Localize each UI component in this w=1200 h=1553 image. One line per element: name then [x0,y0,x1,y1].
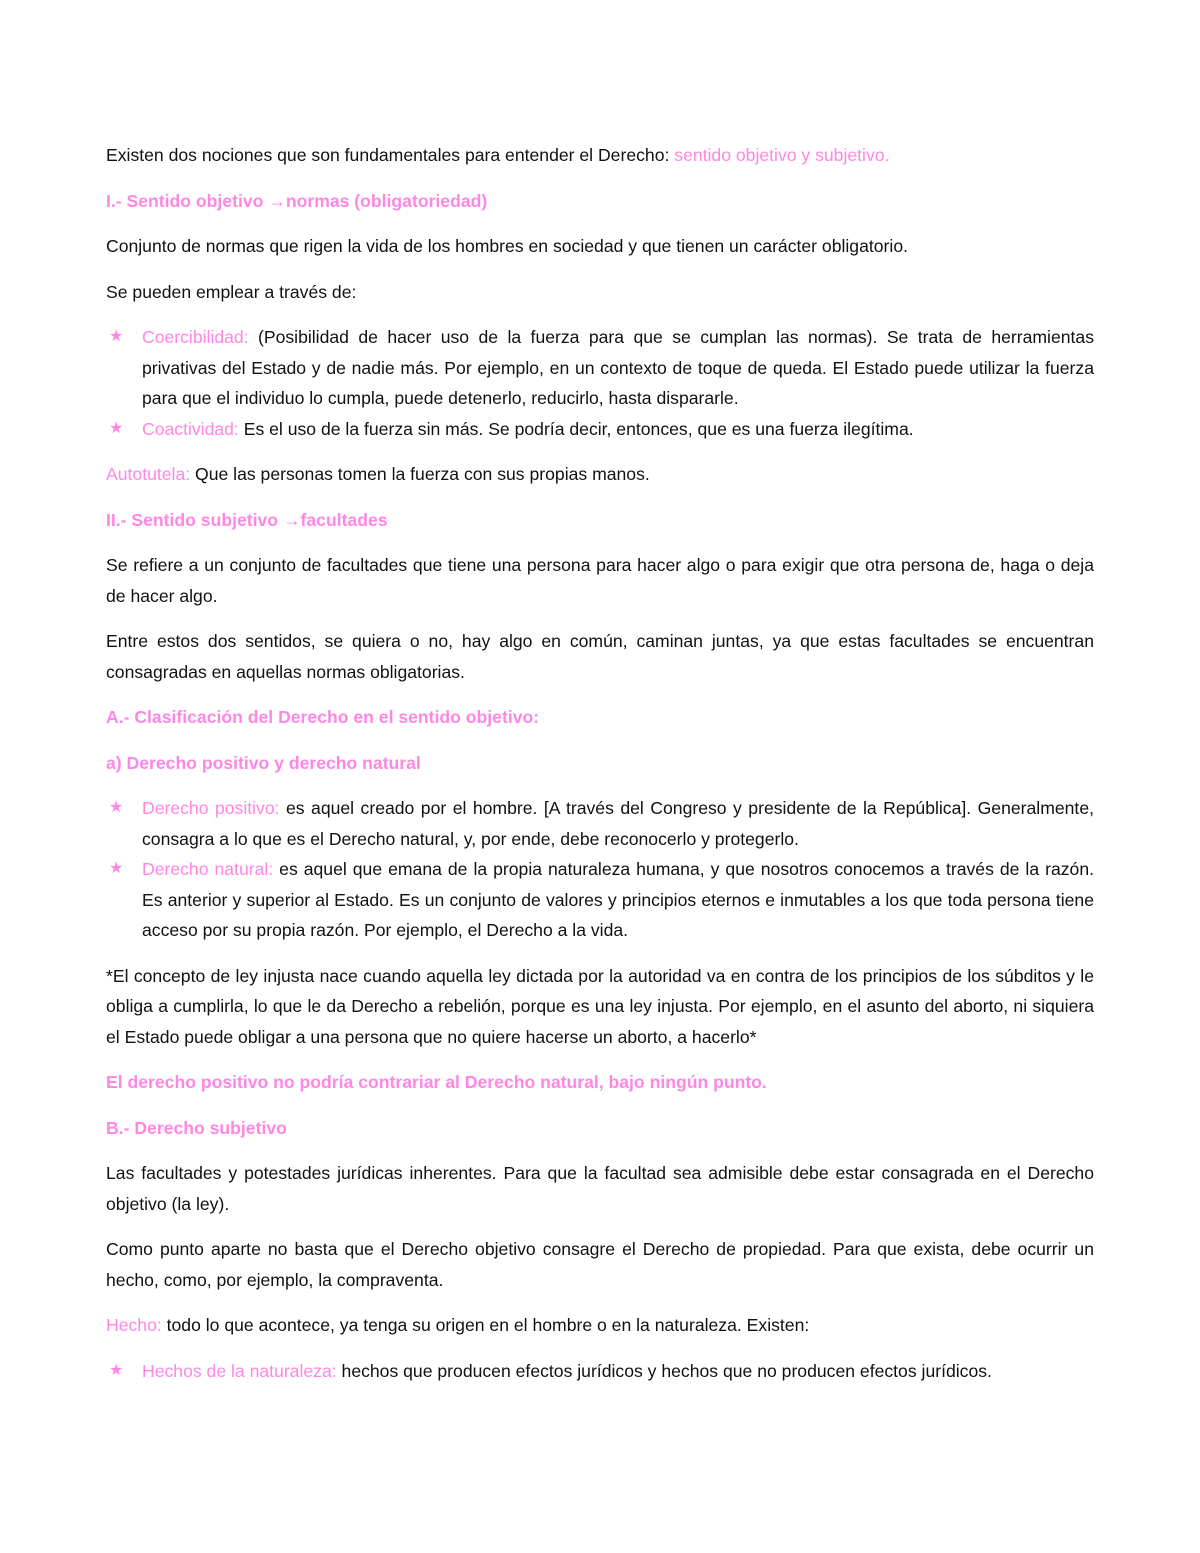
bullet-term: Derecho natural: [142,859,274,879]
star-bullet-icon: ★ [109,328,124,345]
section1-paragraph-2: Se pueden emplear a través de: [106,281,357,302]
sectionA-note: *El concepto de ley injusta nace cuando aquella ley dictada por la autoridad va en contra de los principios de los súbditos y le obliga a cumplirla, lo que le da Derecho a rebelión, porque es una ley injusta. Por ejemplo, en el asunto del aborto, ni siquiera el Estado puede obligar a una persona que no quiere hacerse un aborto, a hacerlo* [106,965,1094,1047]
section1-heading-topic: normas (obligatoriedad) [285,190,488,211]
sectionB-paragraph-1: Las facultades y potestades jurídicas inherentes. Para que la facultad sea admisible debe estar consagrada en el Derecho objetivo (la ley). [106,1163,1094,1214]
star-bullet-icon: ★ [109,1361,124,1379]
list-item [106,414,1094,445]
section2-heading [106,505,1094,536]
bullet-text: hechos que producen efectos jurídicos y hechos que no producen efectos jurídicos. [336,1360,992,1381]
sectionB-bullet-list [106,1356,1094,1387]
arrow-right-icon: → [282,509,301,530]
section2-heading-label: II.- Sentido subjetivo [106,509,283,530]
autotutela-term: Autotutela: [106,464,191,484]
autotutela-text: Que las personas tomen la fuerza con sus propias manos. [190,464,650,484]
star-bullet-icon: ★ [109,860,124,877]
bullet-term: Derecho positivo: [142,798,280,818]
section1-heading [106,186,1094,217]
sectionB-heading: B.- Derecho subjetivo [106,1117,287,1138]
bullet-term: Hechos de la naturaleza: [142,1360,337,1381]
section2-paragraph-2: Entre estos dos sentidos, se quiera o no, hay algo en común, caminan juntas, ya que estas facultades se encuentran consagradas en aquellas normas obligatorias. [106,631,1094,682]
list-item [106,1356,1094,1387]
hecho-text: todo lo que acontece, ya tenga su origen en el hombre o en la naturaleza. Existen: [161,1315,810,1335]
intro-text: Existen dos nociones que son fundamentales para entender el Derecho: [106,145,675,165]
section2-paragraph-1: Se refiere a un conjunto de facultades que tiene una persona para hacer algo o para exigir que otra persona de, haga o deja de hacer algo. [106,555,1094,606]
sectionA-heading: A.- Clasificación del Derecho en el sentido objetivo: [106,707,540,727]
bullet-text: (Posibilidad de hacer uso de la fuerza para que se cumplan las normas). Se trata de herramientas privativas del Estado y de nadie más. Por ejemplo, en un contexto de toque de queda. El Estado puede utilizar la fuerza para que el individuo lo cumpla, puede detenerlo, reducirlo, hasta dispararle. [142,327,1094,408]
autotutela-paragraph [106,459,1094,490]
section1-paragraph-1: Conjunto de normas que rigen la vida de los hombres en sociedad y que tienen un carácter obligatorio. [106,236,908,256]
bullet-text: Es el uso de la fuerza sin más. Se podría decir, entonces, que es una fuerza ilegítima. [238,418,914,439]
sectionA-bullet-list [106,793,1094,946]
document-page [106,140,1094,1401]
sectionA-subheading: a) Derecho positivo y derecho natural [106,752,421,773]
hecho-term: Hecho: [106,1315,162,1335]
star-bullet-icon: ★ [109,419,124,437]
list-item [106,793,1094,854]
star-bullet-icon: ★ [109,799,124,816]
bullet-term: Coercibilidad: [142,327,249,347]
section1-heading-label: I.- Sentido objetivo [106,190,269,211]
section1-bullet-list [106,322,1094,444]
list-item [106,854,1094,946]
section2-heading-topic: facultades [300,509,388,530]
hecho-paragraph [106,1310,1094,1341]
bullet-text: es aquel creado por el hombre. [A través del Congreso y presidente de la República]. Generalmente, consagra a lo que es el Derecho natural, y, por ende, debe reconocerlo y protegerlo. [142,798,1094,849]
bullet-term: Coactividad: [142,418,239,439]
bullet-text: es aquel que emana de la propia naturaleza humana, y que nosotros conocemos a través de la razón. Es anterior y superior al Estado. Es un conjunto de valores y principios eternos e inmutables a los que toda persona tiene acceso por su propia razón. Por ejemplo, el Derecho a la vida. [142,859,1094,940]
arrow-right-icon: → [268,190,286,211]
intro-paragraph [106,140,1094,171]
sectionB-paragraph-2: Como punto aparte no basta que el Derecho objetivo consagre el Derecho de propiedad. Para que exista, debe ocurrir un hecho, como, por ejemplo, la compraventa. [106,1239,1094,1290]
sectionA-statement: El derecho positivo no podría contrariar al Derecho natural, bajo ningún punto. [106,1072,767,1092]
list-item [106,322,1094,414]
intro-highlight: sentido objetivo y subjetivo. [674,145,890,165]
